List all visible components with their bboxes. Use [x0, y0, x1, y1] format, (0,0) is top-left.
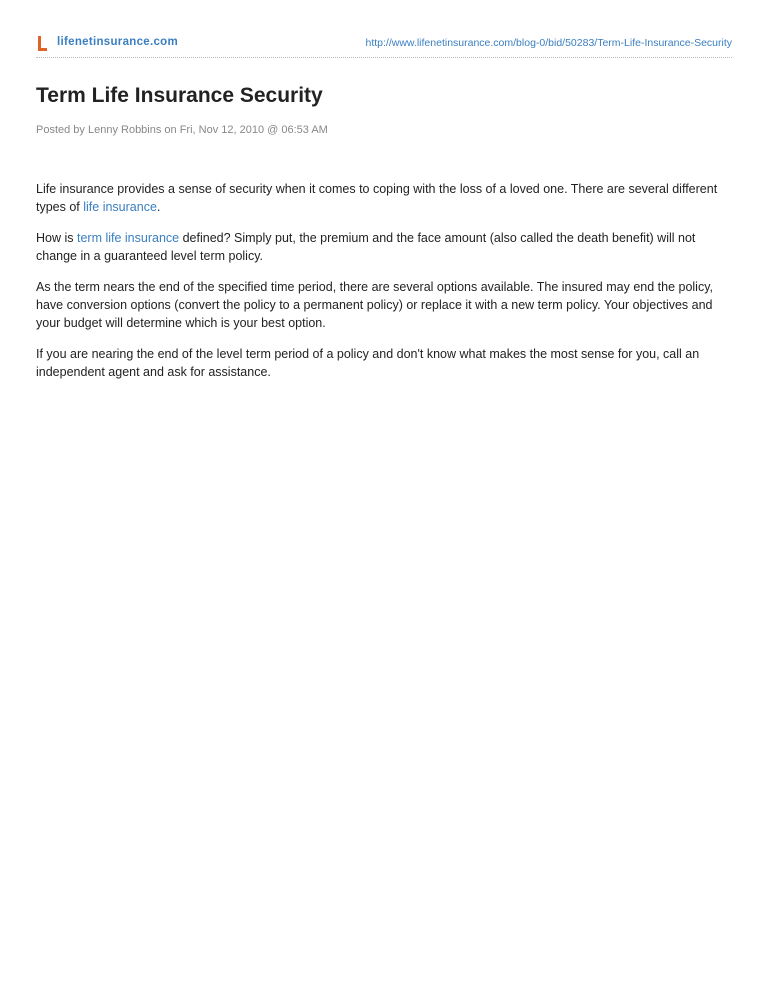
term-life-insurance-link[interactable]: term life insurance — [76, 231, 180, 245]
paragraph-4: If you are nearing the end of the level term period of a policy and don't know what makes the most sense for you, call an independent agent and ask for assistance. — [36, 347, 700, 379]
paragraph-2-text-start: How is — [36, 231, 77, 245]
paragraph-1-text-end: . — [156, 200, 161, 214]
site-name-link[interactable]: lifenetinsurance.com — [57, 36, 179, 48]
paragraph-3: As the term nears the end of the specified time period, there are several options available. The insured may end the policy, have conversion options (convert the policy to a permanent policy) or replace it with a new term policy. Your objectives and your budget will determine which is your best option. — [36, 280, 714, 330]
paragraph-2-text-end: defined? Simply put, the premium and the face amount (also called the death benefit) will not change in a guaranteed level term policy. — [36, 231, 696, 263]
article-byline: Posted by Lenny Robbins on Fri, Nov 12, 2010 @ 06:53 AM — [36, 124, 328, 136]
page-url-link[interactable]: http://www.lifenetinsurance.com/blog-0/bid/50283/Term-Life-Insurance-Security — [365, 37, 732, 49]
paragraph-1 — [36, 180, 734, 216]
page-header — [36, 30, 732, 58]
site-logo-icon — [36, 36, 48, 51]
paragraph-2 — [36, 229, 734, 265]
life-insurance-link[interactable]: life insurance — [83, 200, 157, 214]
paragraph-1-text-start: Life insurance provides a sense of security when it comes to coping with the loss of a loved one. There are several different types of — [36, 182, 718, 214]
header-divider — [36, 57, 732, 58]
article-title: Term Life Insurance Security — [36, 84, 323, 107]
article-body — [36, 180, 734, 394]
